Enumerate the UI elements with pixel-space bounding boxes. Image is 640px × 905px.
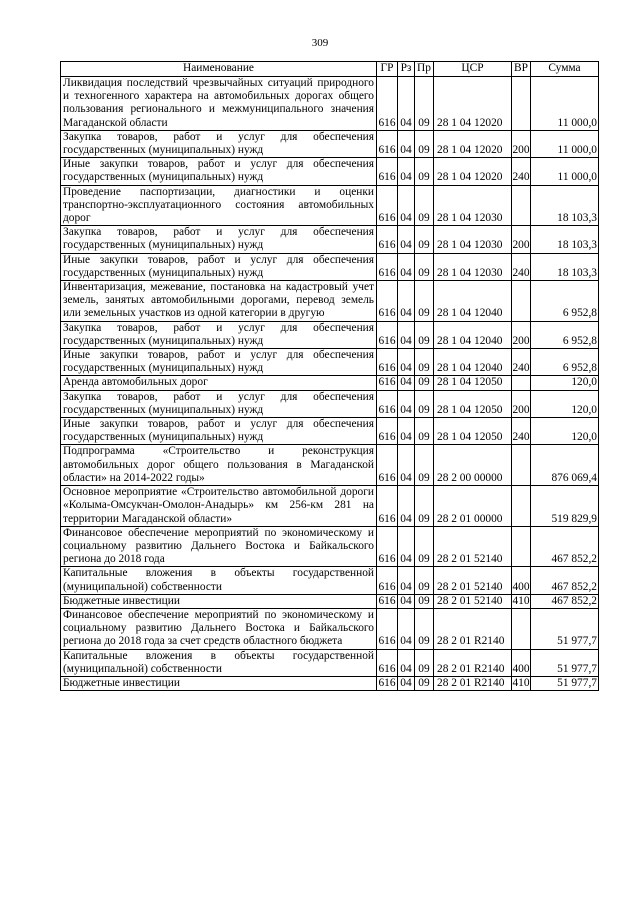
row-sum-cell: 876 069,4 (531, 445, 599, 486)
row-vr-cell: 200 (512, 321, 531, 348)
row-vr-cell: 400 (512, 567, 531, 594)
row-name-cell: Иные закупки товаров, работ и услуг для обеспечения государственных (муниципальных) нужд (61, 253, 377, 280)
row-rz-cell: 04 (398, 77, 415, 131)
row-rz-cell: 04 (398, 281, 415, 322)
row-csr-cell: 28 2 01 52140 (434, 594, 512, 608)
row-sum-cell: 51 977,7 (531, 676, 599, 690)
col-header-csr: ЦСР (434, 62, 512, 77)
table-row (61, 77, 599, 131)
row-gr-cell: 616 (377, 130, 398, 157)
row-name-cell: Аренда автомобильных дорог (61, 376, 377, 390)
table-row (61, 594, 599, 608)
row-gr-cell: 616 (377, 390, 398, 417)
col-header-name: Наименование (61, 62, 377, 77)
row-sum-cell: 51 977,7 (531, 608, 599, 649)
row-pr-cell: 09 (415, 321, 434, 348)
row-sum-cell: 11 000,0 (531, 77, 599, 131)
row-sum-cell: 18 103,3 (531, 253, 599, 280)
row-rz-cell: 04 (398, 390, 415, 417)
row-name-cell: Подпрограмма «Строительство и реконструкция автомобильных дорог общего пользования в Магаданской области» на 2014-2022 годы» (61, 445, 377, 486)
table-row (61, 649, 599, 676)
row-pr-cell: 09 (415, 390, 434, 417)
row-vr-cell: 200 (512, 130, 531, 157)
row-name-cell: Проведение паспортизации, диагностики и оценки транспортно-эксплуатационного состояния автомобильных дорог (61, 185, 377, 226)
table-row (61, 158, 599, 185)
row-rz-cell: 04 (398, 158, 415, 185)
row-vr-cell (512, 376, 531, 390)
row-sum-cell: 120,0 (531, 390, 599, 417)
row-sum-cell: 467 852,2 (531, 594, 599, 608)
row-sum-cell: 51 977,7 (531, 649, 599, 676)
row-pr-cell: 09 (415, 185, 434, 226)
row-gr-cell: 616 (377, 486, 398, 527)
row-sum-cell: 6 952,8 (531, 321, 599, 348)
row-rz-cell: 04 (398, 349, 415, 376)
row-sum-cell: 11 000,0 (531, 158, 599, 185)
row-name-cell: Основное мероприятие «Строительство автомобильной дороги «Колыма-Омсукчан-Омолон-Анадырь» км 256-км 281 на территории Магаданской области» (61, 486, 377, 527)
row-sum-cell: 467 852,2 (531, 526, 599, 567)
row-vr-cell: 200 (512, 390, 531, 417)
row-gr-cell: 616 (377, 445, 398, 486)
row-gr-cell: 616 (377, 649, 398, 676)
col-header-vr: ВР (512, 62, 531, 77)
row-rz-cell: 04 (398, 676, 415, 690)
row-name-cell: Закупка товаров, работ и услуг для обеспечения государственных (муниципальных) нужд (61, 321, 377, 348)
row-csr-cell: 28 1 04 12030 (434, 185, 512, 226)
row-vr-cell (512, 486, 531, 527)
row-rz-cell: 04 (398, 130, 415, 157)
table-row (61, 376, 599, 390)
row-sum-cell: 18 103,3 (531, 226, 599, 253)
row-gr-cell: 616 (377, 321, 398, 348)
row-csr-cell: 28 1 04 12020 (434, 130, 512, 157)
row-sum-cell: 6 952,8 (531, 349, 599, 376)
table-row (61, 526, 599, 567)
row-csr-cell: 28 2 01 R2140 (434, 676, 512, 690)
row-rz-cell: 04 (398, 445, 415, 486)
row-gr-cell: 616 (377, 185, 398, 226)
row-gr-cell: 616 (377, 158, 398, 185)
row-vr-cell: 400 (512, 649, 531, 676)
row-name-cell: Капитальные вложения в объекты государственной (муниципальной) собственности (61, 649, 377, 676)
row-pr-cell: 09 (415, 608, 434, 649)
row-csr-cell: 28 2 01 52140 (434, 567, 512, 594)
row-vr-cell: 410 (512, 594, 530, 607)
row-rz-cell: 04 (398, 253, 415, 280)
row-csr-cell: 28 1 04 12040 (434, 321, 512, 348)
row-gr-cell: 616 (378, 594, 396, 607)
row-gr-cell: 616 (377, 349, 398, 376)
row-gr-cell: 616 (377, 226, 398, 253)
row-name-cell: Закупка товаров, работ и услуг для обеспечения государственных (муниципальных) нужд (61, 390, 377, 417)
row-vr-cell: 410 (512, 676, 530, 689)
row-rz-cell: 04 (398, 649, 415, 676)
row-pr-cell: 09 (415, 281, 434, 322)
row-name-cell: Финансовое обеспечение мероприятий по экономическому и социальному развитию Дальнего Востока и Байкальского региона до 2018 года (61, 526, 377, 567)
row-gr-cell: 616 (377, 418, 398, 445)
col-header-sum: Сумма (531, 62, 599, 77)
table-row (61, 321, 599, 348)
row-pr-cell: 09 (415, 418, 434, 445)
row-sum-cell: 6 952,8 (531, 281, 599, 322)
row-pr-cell: 09 (415, 676, 434, 690)
row-gr-cell: 616 (378, 376, 396, 389)
row-vr-cell (512, 445, 531, 486)
row-csr-cell: 28 1 04 12030 (434, 226, 512, 253)
row-csr-cell: 28 2 01 00000 (434, 486, 512, 527)
row-rz-cell: 04 (398, 226, 415, 253)
row-csr-cell: 28 1 04 12020 (434, 77, 512, 131)
row-vr-cell (512, 185, 531, 226)
row-sum-cell: 519 829,9 (531, 486, 599, 527)
row-name-cell: Инвентаризация, межевание, постановка на кадастровый учет земель, занятых автомобильными дорогами, перевод земель или земельных участков из одной категории в другую (61, 281, 377, 322)
row-pr-cell: 09 (415, 649, 434, 676)
row-rz-cell: 04 (398, 185, 415, 226)
row-pr-cell: 09 (415, 445, 434, 486)
row-vr-cell: 240 (512, 349, 531, 376)
row-rz-cell: 04 (398, 594, 415, 608)
table-row (61, 418, 599, 445)
row-csr-cell: 28 1 04 12050 (434, 390, 512, 417)
row-rz-cell: 04 (398, 526, 415, 567)
table-row (61, 676, 599, 690)
table-row (61, 130, 599, 157)
row-gr-cell: 616 (377, 281, 398, 322)
row-rz-cell: 04 (398, 321, 415, 348)
row-pr-cell: 09 (415, 77, 434, 131)
row-csr-cell: 28 1 04 12040 (434, 349, 512, 376)
row-name-cell: Финансовое обеспечение мероприятий по экономическому и социальному развитию Дальнего Востока и Байкальского региона до 2018 года за счет средств областного бюджета (61, 608, 377, 649)
row-name-cell: Капитальные вложения в объекты государственной (муниципальной) собственности (61, 567, 377, 594)
row-pr-cell: 09 (415, 567, 434, 594)
row-sum-cell: 120,0 (531, 418, 599, 445)
table-row (61, 226, 599, 253)
table-row (61, 486, 599, 527)
row-sum-cell: 11 000,0 (531, 130, 599, 157)
row-name-cell: Бюджетные инвестиции (61, 676, 377, 690)
row-gr-cell: 616 (377, 608, 398, 649)
row-name-cell: Иные закупки товаров, работ и услуг для обеспечения государственных (муниципальных) нужд (61, 418, 377, 445)
table-row (61, 608, 599, 649)
table-row (61, 567, 599, 594)
row-csr-cell: 28 1 04 12040 (434, 281, 512, 322)
row-vr-cell (512, 77, 531, 131)
row-rz-cell: 04 (398, 608, 415, 649)
row-rz-cell: 04 (398, 567, 415, 594)
table-row (61, 390, 599, 417)
row-csr-cell: 28 2 00 00000 (434, 445, 512, 486)
budget-table (60, 61, 599, 691)
row-vr-cell (512, 526, 531, 567)
page-number: 309 (311, 37, 329, 49)
row-vr-cell: 200 (512, 226, 531, 253)
row-pr-cell: 09 (415, 594, 434, 608)
row-csr-cell: 28 2 01 R2140 (434, 608, 512, 649)
row-rz-cell: 04 (398, 486, 415, 527)
table-row (61, 349, 599, 376)
row-vr-cell: 240 (512, 253, 531, 280)
row-vr-cell (512, 281, 531, 322)
row-sum-cell: 467 852,2 (531, 567, 599, 594)
row-name-cell: Закупка товаров, работ и услуг для обеспечения государственных (муниципальных) нужд (61, 226, 377, 253)
row-vr-cell: 240 (512, 418, 531, 445)
row-rz-cell: 04 (398, 376, 415, 390)
row-vr-cell: 240 (512, 158, 531, 185)
row-pr-cell: 09 (415, 253, 434, 280)
row-pr-cell: 09 (415, 526, 434, 567)
row-name-cell: Иные закупки товаров, работ и услуг для обеспечения государственных (муниципальных) нужд (61, 349, 377, 376)
row-name-cell: Ликвидация последствий чрезвычайных ситуаций природного и техногенного характера на автомобильных дорогах общего пользования регионального и межмуниципального значения Магаданской области (61, 77, 377, 131)
row-pr-cell: 09 (415, 349, 434, 376)
row-gr-cell: 616 (377, 253, 398, 280)
row-sum-cell: 120,0 (531, 376, 599, 390)
row-csr-cell: 28 1 04 12030 (434, 253, 512, 280)
table-row (61, 185, 599, 226)
table-body (61, 77, 599, 691)
row-gr-cell: 616 (377, 77, 398, 131)
row-pr-cell: 09 (415, 158, 434, 185)
row-csr-cell: 28 1 04 12050 (434, 418, 512, 445)
row-gr-cell: 616 (377, 526, 398, 567)
col-header-rz: Рз (398, 62, 415, 77)
row-csr-cell: 28 1 04 12050 (434, 376, 512, 390)
row-csr-cell: 28 1 04 12020 (434, 158, 512, 185)
row-name-cell: Бюджетные инвестиции (61, 594, 377, 608)
row-csr-cell: 28 2 01 R2140 (434, 649, 512, 676)
row-csr-cell: 28 2 01 52140 (434, 526, 512, 567)
row-pr-cell: 09 (415, 376, 434, 390)
row-vr-cell (512, 608, 531, 649)
row-name-cell: Закупка товаров, работ и услуг для обеспечения государственных (муниципальных) нужд (61, 130, 377, 157)
col-header-gr: ГР (377, 62, 398, 77)
col-header-pr: Пр (415, 62, 434, 77)
row-pr-cell: 09 (415, 130, 434, 157)
table-row (61, 253, 599, 280)
table-row (61, 281, 599, 322)
row-name-cell: Иные закупки товаров, работ и услуг для обеспечения государственных (муниципальных) нужд (61, 158, 377, 185)
row-pr-cell: 09 (415, 226, 434, 253)
row-pr-cell: 09 (415, 486, 434, 527)
row-gr-cell: 616 (378, 676, 396, 689)
table-row (61, 445, 599, 486)
row-gr-cell: 616 (377, 567, 398, 594)
row-rz-cell: 04 (398, 418, 415, 445)
table-header-row (61, 62, 599, 77)
row-sum-cell: 18 103,3 (531, 185, 599, 226)
